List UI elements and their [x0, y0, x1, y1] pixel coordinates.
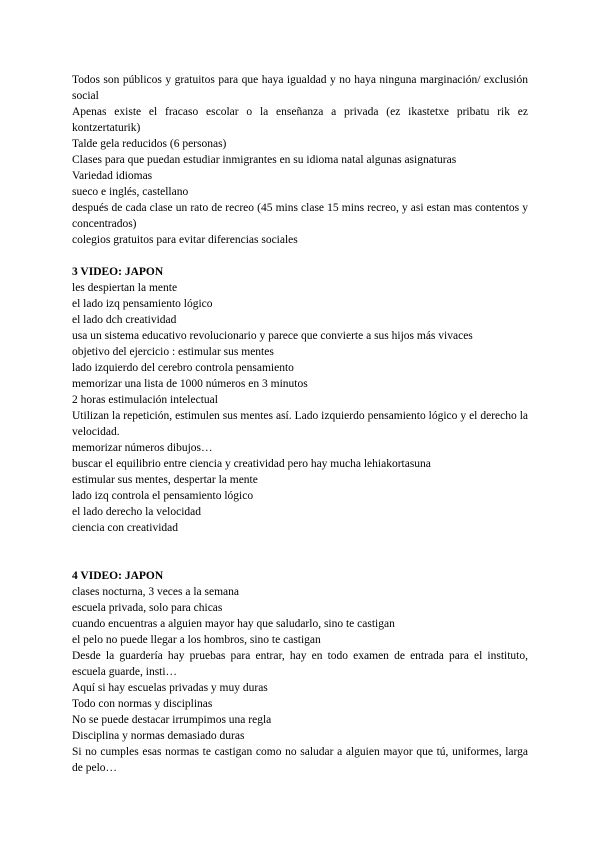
section-heading: 4 VIDEO: JAPON [72, 570, 164, 582]
text-line: sueco e inglés, castellano [72, 186, 189, 198]
section-4 [72, 568, 528, 776]
text-line: Apenas existe el fracaso escolar o la enseñanza a privada (ez ikastetxe pribatu rik ez kontzertaturik) [72, 106, 528, 134]
text-line: después de cada clase un rato de recreo (45 mins clase 15 mins recreo, y asi estan mas contentos y concentrados) [72, 202, 528, 230]
text-line: Variedad idiomas [72, 170, 153, 182]
text-line: el lado izq pensamiento lógico [72, 298, 213, 310]
text-line: les despiertan la mente [72, 282, 178, 294]
section-3 [72, 264, 528, 536]
text-line: Si no cumples esas normas te castigan como no saludar a alguien mayor que tú, uniformes, larga de pelo… [72, 746, 528, 774]
text-line: buscar el equilibrio entre ciencia y creatividad pero hay mucha lehiakortasuna [72, 458, 431, 470]
text-line: lado izquierdo del cerebro controla pensamiento [72, 362, 294, 374]
text-line: colegios gratuitos para evitar diferencias sociales [72, 234, 298, 246]
text-line: el lado dch creatividad [72, 314, 177, 326]
section-heading: 3 VIDEO: JAPON [72, 266, 164, 278]
text-line: Todos son públicos y gratuitos para que haya igualdad y no haya ninguna marginación/ exclusión social [72, 74, 528, 102]
text-line: No se puede destacar irrumpimos una regla [72, 714, 272, 726]
text-line: Todo con normas y disciplinas [72, 698, 213, 710]
text-line: objetivo del ejercicio : estimular sus mentes [72, 346, 274, 358]
text-line: clases nocturna, 3 veces a la semana [72, 586, 239, 598]
text-line: Disciplina y normas demasiado duras [72, 730, 245, 742]
document-page [72, 72, 528, 776]
text-line: Talde gela reducidos (6 personas) [72, 138, 227, 150]
text-line: escuela privada, solo para chicas [72, 602, 223, 614]
text-line: 2 horas estimulación intelectual [72, 394, 218, 406]
text-line: cuando encuentras a alguien mayor hay que saludarlo, sino te castigan [72, 618, 395, 630]
text-line: estimular sus mentes, despertar la mente [72, 474, 258, 486]
text-line: lado izq controla el pensamiento lógico [72, 490, 254, 502]
text-line: el lado derecho la velocidad [72, 506, 201, 518]
text-line: Utilizan la repetición, estimulen sus mentes así. Lado izquierdo pensamiento lógico y el derecho la velocidad. [72, 410, 528, 438]
text-line: ciencia con creatividad [72, 522, 178, 534]
text-line: el pelo no puede llegar a los hombros, sino te castigan [72, 634, 321, 646]
text-line: Desde la guardería hay pruebas para entrar, hay en todo examen de entrada para el instituto, escuela guarde, insti… [72, 650, 528, 678]
text-line: memorizar números dibujos… [72, 442, 213, 454]
text-line: memorizar una lista de 1000 números en 3 minutos [72, 378, 308, 390]
text-line: usa un sistema educativo revolucionario y parece que convierte a sus hijos más vivaces [72, 330, 473, 342]
intro-block [72, 72, 528, 248]
text-line: Aquí si hay escuelas privadas y muy duras [72, 682, 268, 694]
text-line: Clases para que puedan estudiar inmigrantes en su idioma natal algunas asignaturas [72, 154, 457, 166]
